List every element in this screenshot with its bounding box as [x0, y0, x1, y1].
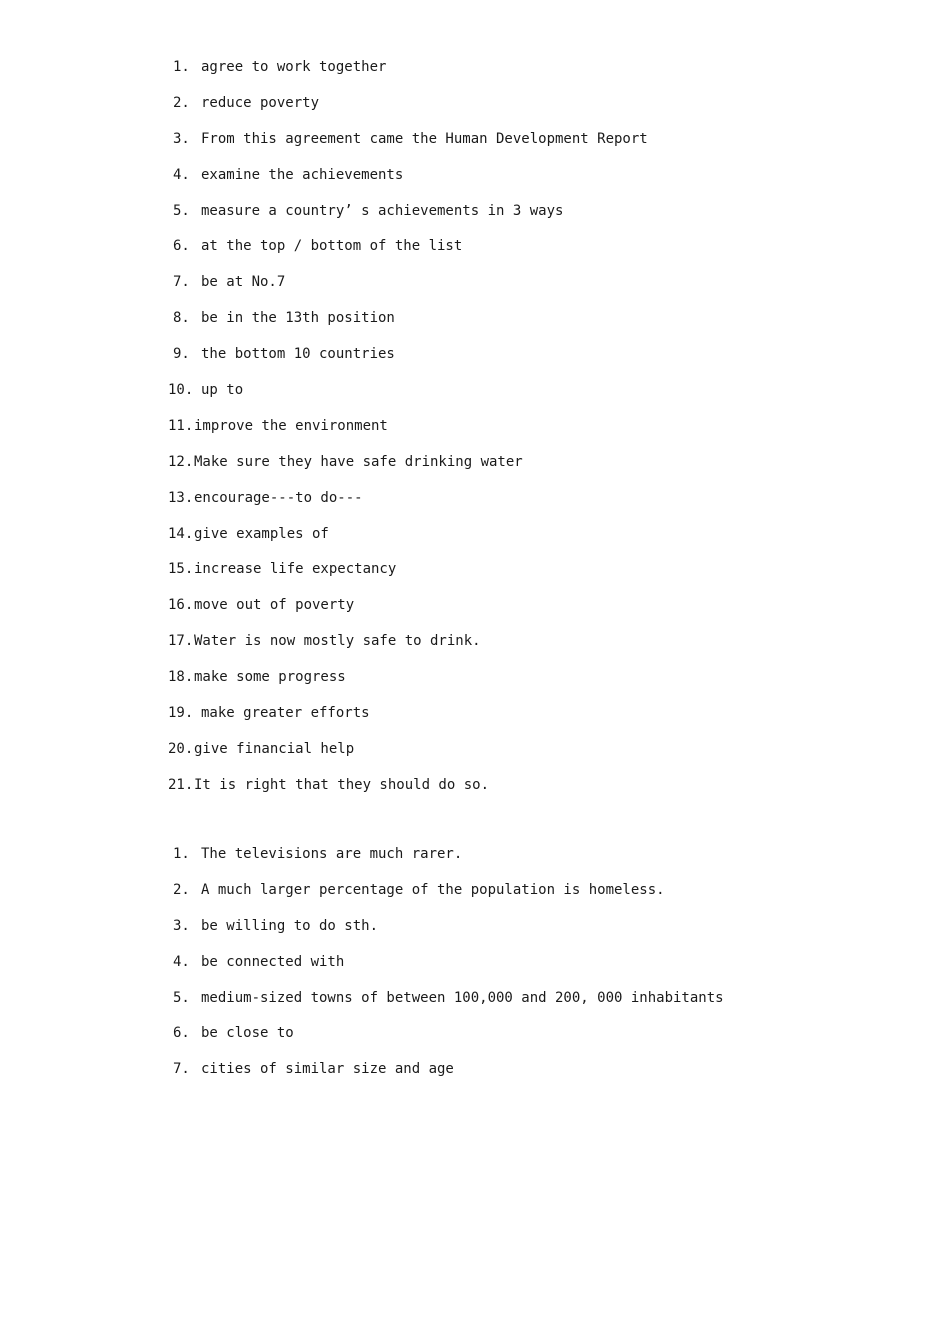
item-number: 3. [173, 130, 190, 147]
item-number: 5. [173, 989, 190, 1006]
list-item [168, 92, 648, 128]
list-item [168, 774, 648, 810]
item-text: make some progress [194, 669, 346, 686]
list-item [168, 915, 724, 951]
item-number: 4. [173, 953, 190, 970]
item-number: 6. [173, 1025, 190, 1042]
list-item [168, 487, 648, 523]
item-text: measure a country’ s achievements in 3 ways [201, 202, 564, 219]
list-item [168, 987, 724, 1023]
phrase-list-1 [168, 56, 648, 810]
item-text: at the top / bottom of the list [201, 238, 463, 255]
item-text: move out of poverty [194, 597, 355, 614]
item-number: 18. [168, 669, 194, 686]
item-number: 7. [173, 1061, 190, 1078]
item-text: give examples of [194, 525, 329, 542]
item-number: 20. [168, 740, 194, 757]
list-item [168, 56, 648, 92]
item-number: 21. [168, 776, 194, 793]
item-text: be at No.7 [201, 274, 286, 291]
item-text: Make sure they have safe drinking water [194, 453, 523, 470]
item-text: improve the environment [194, 417, 388, 434]
item-text: Water is now mostly safe to drink. [194, 633, 481, 650]
list-item [168, 451, 648, 487]
item-number: 2. [173, 94, 190, 111]
list-item [168, 343, 648, 379]
item-number: 17. [168, 633, 194, 650]
list-item [168, 738, 648, 774]
item-number: 11. [168, 417, 194, 434]
item-text: be willing to do sth. [201, 917, 379, 934]
list-item [168, 843, 724, 879]
item-number: 5. [173, 202, 190, 219]
item-number: 8. [173, 310, 190, 327]
list-item [168, 128, 648, 164]
item-number: 16. [168, 597, 194, 614]
item-number: 9. [173, 346, 190, 363]
list-item [168, 951, 724, 987]
item-text: cities of similar size and age [201, 1061, 454, 1078]
list-item [168, 1022, 724, 1058]
list-item [168, 379, 648, 415]
item-text: make greater efforts [201, 705, 370, 722]
list-item [168, 879, 724, 915]
list-item [168, 235, 648, 271]
list-item [168, 630, 648, 666]
item-number: 2. [173, 881, 190, 898]
phrase-list-2 [168, 843, 724, 1094]
list-item [168, 666, 648, 702]
list-item [168, 164, 648, 200]
item-text: give financial help [194, 740, 355, 757]
item-number: 14. [168, 525, 194, 542]
list-item [168, 702, 648, 738]
item-text: examine the achievements [201, 166, 404, 183]
list-item [168, 200, 648, 236]
item-text: the bottom 10 countries [201, 346, 395, 363]
list-item [168, 594, 648, 630]
item-number: 19. [168, 705, 194, 722]
list-item [168, 415, 648, 451]
item-text: medium-sized towns of between 100,000 and 200, 000 inhabitants [201, 989, 724, 1006]
item-text: agree to work together [201, 59, 387, 75]
list-item [168, 307, 648, 343]
item-text: A much larger percentage of the population is homeless. [201, 881, 665, 898]
item-text: reduce poverty [201, 94, 320, 111]
list-item [168, 271, 648, 307]
item-number: 1. [173, 846, 190, 862]
item-number: 15. [168, 561, 194, 578]
list-item [168, 1058, 724, 1094]
item-text: increase life expectancy [194, 561, 397, 578]
item-text: It is right that they should do so. [194, 776, 490, 793]
list-item [168, 558, 648, 594]
item-text: From this agreement came the Human Development Report [201, 130, 648, 147]
item-number: 7. [173, 274, 190, 291]
item-text: up to [201, 382, 244, 399]
item-number: 10. [168, 382, 194, 399]
item-number: 13. [168, 489, 194, 506]
item-number: 12. [168, 453, 194, 470]
list-item [168, 523, 648, 559]
item-number: 1. [173, 59, 190, 75]
item-text: be connected with [201, 953, 345, 970]
item-text: be in the 13th position [201, 310, 395, 327]
item-text: The televisions are much rarer. [201, 846, 463, 862]
item-number: 3. [173, 917, 190, 934]
item-text: encourage---to do--- [194, 489, 363, 506]
item-number: 4. [173, 166, 190, 183]
item-text: be close to [201, 1025, 294, 1042]
item-number: 6. [173, 238, 190, 255]
